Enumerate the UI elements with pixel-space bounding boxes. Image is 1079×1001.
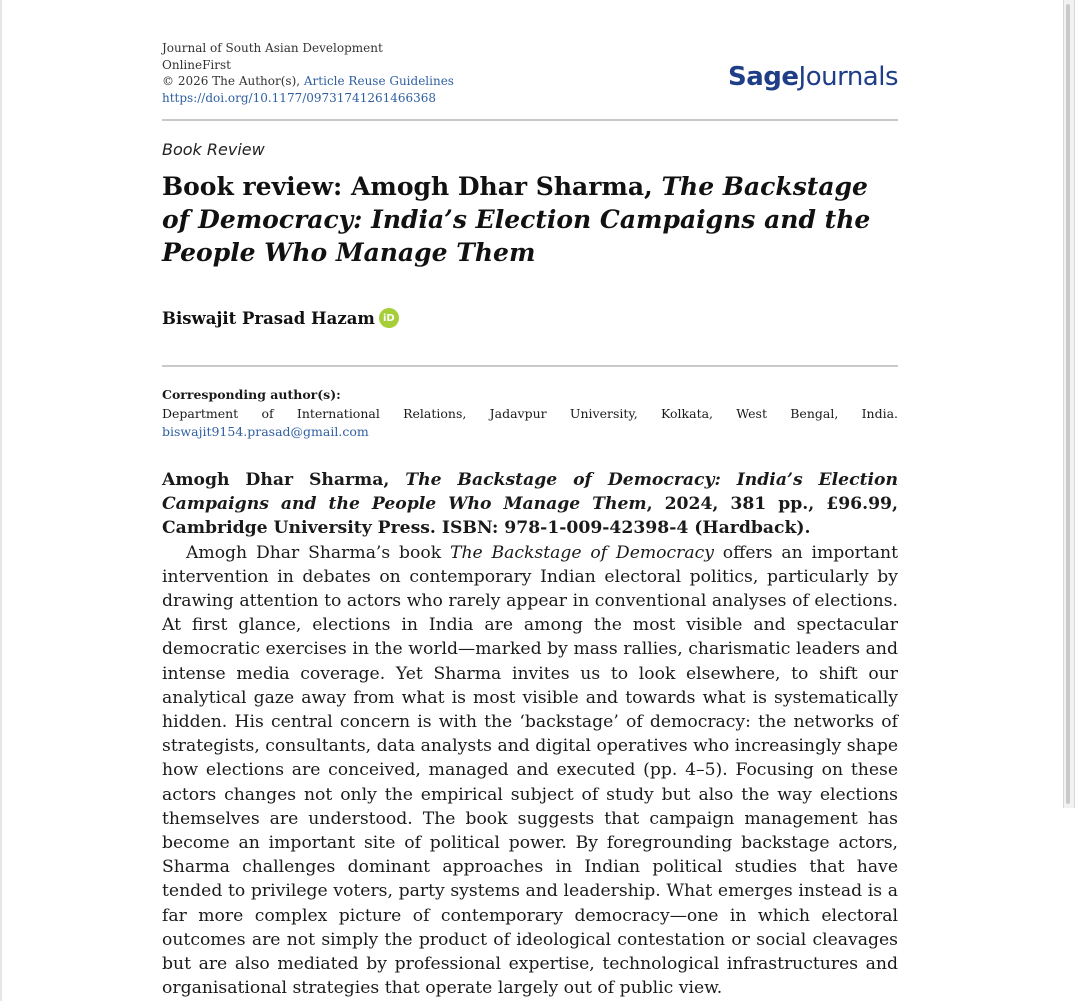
publication-status: OnlineFirst — [162, 57, 231, 72]
author-divider — [162, 365, 898, 367]
header-divider — [162, 119, 898, 121]
paragraph-lead: Amogh Dhar Sharma’s book — [186, 542, 450, 563]
scrollbar-thumb[interactable] — [1066, 4, 1070, 804]
copyright-text: © 2026 The Author(s), — [162, 74, 301, 88]
author-affiliation: Department of International Relations, Jadavpur University, Kolkata, West Bengal, India. — [162, 405, 898, 421]
correspondence-label: Corresponding author(s): — [162, 387, 341, 402]
author-email-link[interactable]: biswajit9154.prasad@gmail.com — [162, 424, 369, 439]
sage-journals-logo — [728, 62, 898, 92]
book-citation — [162, 468, 898, 541]
article-type: Book Review — [162, 140, 265, 159]
citation-book: The Backstage of Democracy: India’s Election Campaigns and the People Who Manage Them — [162, 470, 899, 515]
orcid-icon[interactable]: iD — [379, 308, 399, 328]
citation-details: , 2024, 381 pp., £96.99, Cambridge University Press. ISBN: 978-1-009-42398-4 (Hardback). — [162, 494, 898, 539]
title-book: The Backstage of Democracy: India’s Election Campaigns and the People Who Manage Them — [162, 172, 871, 267]
article-body — [162, 468, 898, 1000]
paragraph-text: offers an important intervention in debates on contemporary Indian electoral politics, particularly by drawing attention to actors who rarely appear in conventional analyses of elections. At first glance, elections in India are among the most visible and spectacular democratic exercises in the world—marked by mass rallies, charismatic leaders and intense media coverage. Yet Sharma invites us to look elsewhere, to shift our analytical gaze away from what is most visible and towards what is systematically hidden. His central concern is with the ‘backstage’ of democracy: the networks of strategists, consultants, data analysts and digital operatives who increasingly shape how elections are conceived, managed and executed (pp. 4–5). Focusing on these actors changes not only the empirical subject of study but also the way elections themselves are understood. The book suggests that campaign management has become an important site of political power. By foregrounding backstage actors, Sharma challenges dominant approaches in Indian political studies that have tended to privilege voters, party systems and leadership. What emerges instead is a far more complex picture of contemporary democracy—one in which electoral outcomes are not simply the product of ideological contestation or social cleavages but are also mediated by professional expertise, technological infrastructures and organisational strategies that operate largely out of public view. — [162, 542, 898, 999]
doi-link[interactable]: https://doi.org/10.1177/09731741261466368 — [162, 90, 437, 105]
logo-brand: Sage — [728, 62, 799, 92]
citation-author: Amogh Dhar Sharma, — [162, 470, 406, 490]
vertical-scrollbar[interactable] — [1063, 0, 1075, 808]
reuse-guidelines-link[interactable]: Article Reuse Guidelines — [303, 74, 454, 88]
journal-name: Journal of South Asian Development — [162, 41, 383, 55]
article-title — [162, 170, 898, 269]
logo-journals: Journals — [798, 62, 898, 92]
author-line — [162, 308, 399, 328]
author-name: Biswajit Prasad Hazam — [162, 308, 375, 328]
body-paragraph — [162, 541, 898, 1001]
title-prefix: Book review: Amogh Dhar Sharma, — [162, 172, 662, 201]
paragraph-book: The Backstage of Democracy — [449, 542, 714, 563]
page-edge — [0, 0, 2, 1001]
correspondence-block — [162, 386, 898, 442]
article-page — [162, 40, 899, 999]
